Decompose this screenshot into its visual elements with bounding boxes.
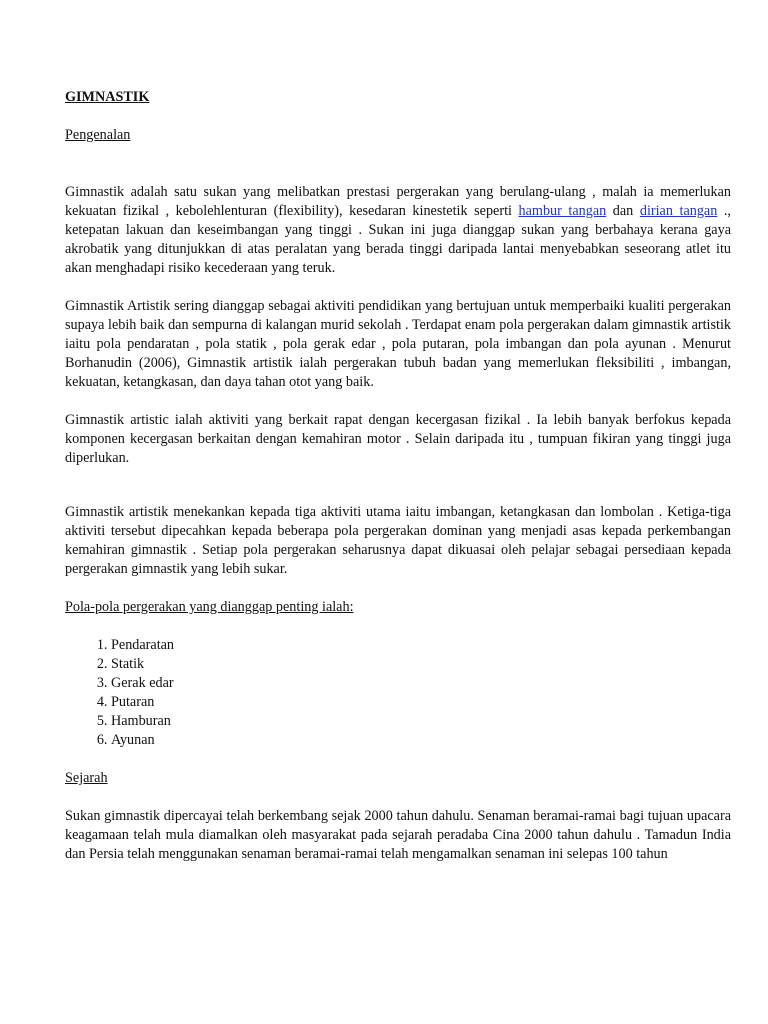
list-item: 6. Ayunan bbox=[111, 731, 731, 750]
document-title: GIMNASTIK bbox=[65, 89, 150, 105]
list-item: 1. Pendaratan bbox=[111, 636, 731, 655]
list-item: 2. Statik bbox=[111, 655, 731, 674]
paragraph-intro-text-2: dan bbox=[606, 203, 640, 219]
history-heading: Sejarah bbox=[65, 770, 108, 786]
paragraph-artistic: Gimnastik Artistik sering dianggap sebagai aktiviti pendidikan yang bertujuan untuk memperbaiki kualiti pergerakan supaya lebih baik dan sempurna di kalangan murid sekolah . Terdapat enam pola pergerakan dalam gimnastik artistik iaitu pola pendaratan , pola statik , pola gerak edar , pola putaran, pola imbangan dan pola ayunan . Menurut Borhanudin (2006), Gimnastik artistik ialah pergerakan tubuh badan yang memerlukan fleksibiliti , imbangan, kekuatan, ketangkasan, dan daya tahan otot yang baik. bbox=[65, 298, 731, 390]
link-hambur-tangan[interactable]: hambur tangan bbox=[518, 203, 607, 219]
link-dirian-tangan[interactable]: dirian tangan bbox=[639, 203, 718, 219]
paragraph-activities: Gimnastik artistik menekankan kepada tiga aktiviti utama iaitu imbangan, ketangkasan dan lombolan . Ketiga-tiga aktiviti tersebut dipecahkan kepada beberapa pola pergerakan dominan yang menjadi asas kepada perkembangan kemahiran gimnastik . Setiap pola pergerakan seharusnya dapat dikuasai oleh pelajar sebagai persediaan kepada pergerakan gimnastik yang lebih sukar. bbox=[65, 504, 731, 577]
paragraph-history: Sukan gimnastik dipercayai telah berkembang sejak 2000 tahun dahulu. Senaman beramai-ramai bagi tujuan upacara keagamaan telah mula diamalkan oleh masyarakat pada sejarah peradaba Cina 2000 tahun dahulu . Tamadun India dan Persia telah menggunakan senaman beramai-ramai telah mengamalkan senaman ini selepas 100 tahun bbox=[65, 808, 731, 862]
document-page bbox=[65, 88, 731, 864]
list-item: 5. Hamburan bbox=[111, 712, 731, 731]
list-item: 4. Putaran bbox=[111, 693, 731, 712]
list-item: 3. Gerak edar bbox=[111, 674, 731, 693]
paragraph-intro-text-1: Gimnastik adalah satu sukan yang melibatkan prestasi pergerakan yang berulang-ulang , malah ia memerlukan kekuatan fizikal , kebolehlenturan (flexibility), kesedaran kinestetik seperti bbox=[65, 184, 731, 219]
paragraph-intro-text-3: ., ketepatan lakuan dan keseimbangan yang tinggi . Sukan ini juga dianggap sukan yang berbahaya kerana gaya akrobatik yang ditunjukkan di atas peralatan yang berada tinggi daripada lantai menyebabkan seseorang atlet itu akan menghadapi risiko kecederaan yang teruk. bbox=[65, 203, 731, 276]
paragraph-fitness: Gimnastik artistic ialah aktiviti yang berkait rapat dengan kecergasan fizikal . Ia lebih banyak berfokus kepada komponen kecergasan berkaitan dengan kemahiran motor . Selain daripada itu , tumpuan fikiran yang tinggi juga diperlukan. bbox=[65, 412, 731, 466]
paragraph-intro bbox=[65, 183, 731, 278]
intro-heading: Pengenalan bbox=[65, 127, 131, 143]
list-heading: Pola-pola pergerakan yang dianggap penting ialah: bbox=[65, 599, 354, 615]
movement-pattern-list bbox=[65, 636, 731, 750]
